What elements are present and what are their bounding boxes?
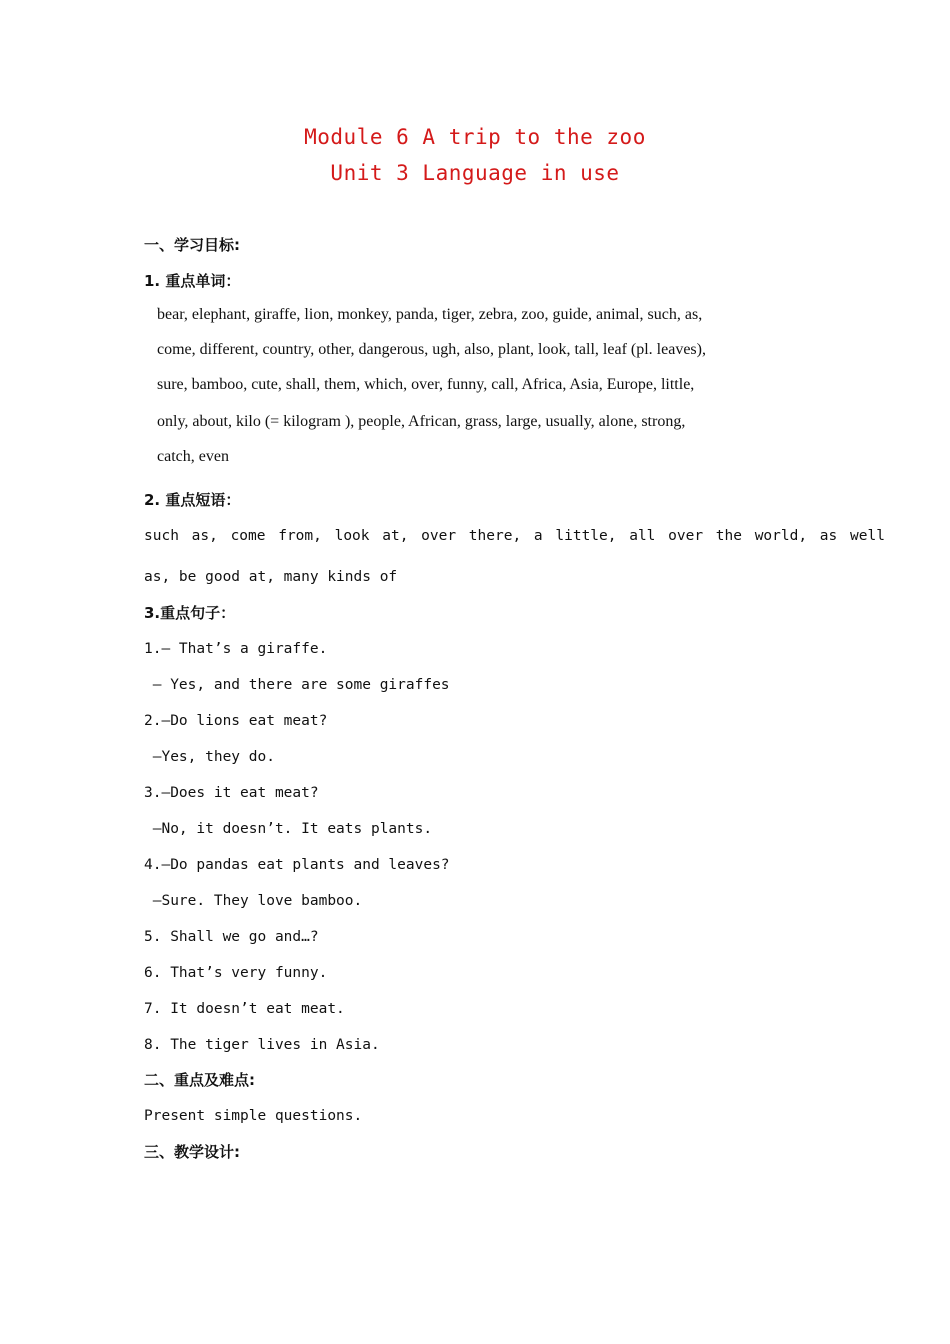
sentence-line: 6. That’s very funny.	[144, 965, 328, 981]
key-points-text: Present simple questions.	[144, 1108, 363, 1124]
sentence-line: 3.—Does it eat meat?	[144, 785, 319, 801]
sentence-line: 7. It doesn’t eat meat.	[144, 1001, 345, 1017]
key-words-line: only, about, kilo (= kilogram ), people, African, grass, large, usually, alone, strong,	[157, 413, 686, 430]
sentence-line: 5. Shall we go and…?	[144, 929, 319, 945]
sentence-line: —Yes, they do.	[144, 749, 275, 765]
sentence-line: 4.—Do pandas eat plants and leaves?	[144, 857, 450, 873]
key-words-line: bear, elephant, giraffe, lion, monkey, panda, tiger, zebra, zoo, guide, animal, such, as,	[157, 306, 703, 323]
key-sentences-heading: 3.重点句子：	[144, 604, 236, 622]
key-words-heading: 1. 重点单词：	[144, 272, 241, 290]
module-title: Module 6 A trip to the zoo	[304, 125, 646, 149]
sentence-line: — Yes, and there are some giraffes	[144, 677, 450, 693]
sentence-line: 8. The tiger lives in Asia.	[144, 1037, 380, 1053]
sentence-line: 2.—Do lions eat meat?	[144, 713, 328, 729]
section-heading-goals: 一、学习目标:	[144, 236, 240, 254]
key-phrases-line: such as, come from, look at, over there, a little, all over the world, as well	[144, 528, 885, 544]
unit-title: Unit 3 Language in use	[330, 161, 620, 185]
section-heading-teaching-design: 三、教学设计:	[144, 1143, 240, 1161]
key-phrases-heading: 2. 重点短语：	[144, 491, 241, 509]
section-heading-key-points: 二、重点及难点:	[144, 1071, 255, 1089]
key-phrases-line: as, be good at, many kinds of	[144, 569, 398, 585]
sentence-line: —No, it doesn’t. It eats plants.	[144, 821, 433, 837]
key-words-line: catch, even	[157, 448, 229, 465]
sentence-line: —Sure. They love bamboo.	[144, 893, 363, 909]
sentence-line: 1.— That’s a giraffe.	[144, 641, 328, 657]
key-words-line: sure, bamboo, cute, shall, them, which, over, funny, call, Africa, Asia, Europe, little,	[157, 376, 695, 393]
key-words-line: come, different, country, other, dangerous, ugh, also, plant, look, tall, leaf (pl. leaves),	[157, 341, 706, 358]
